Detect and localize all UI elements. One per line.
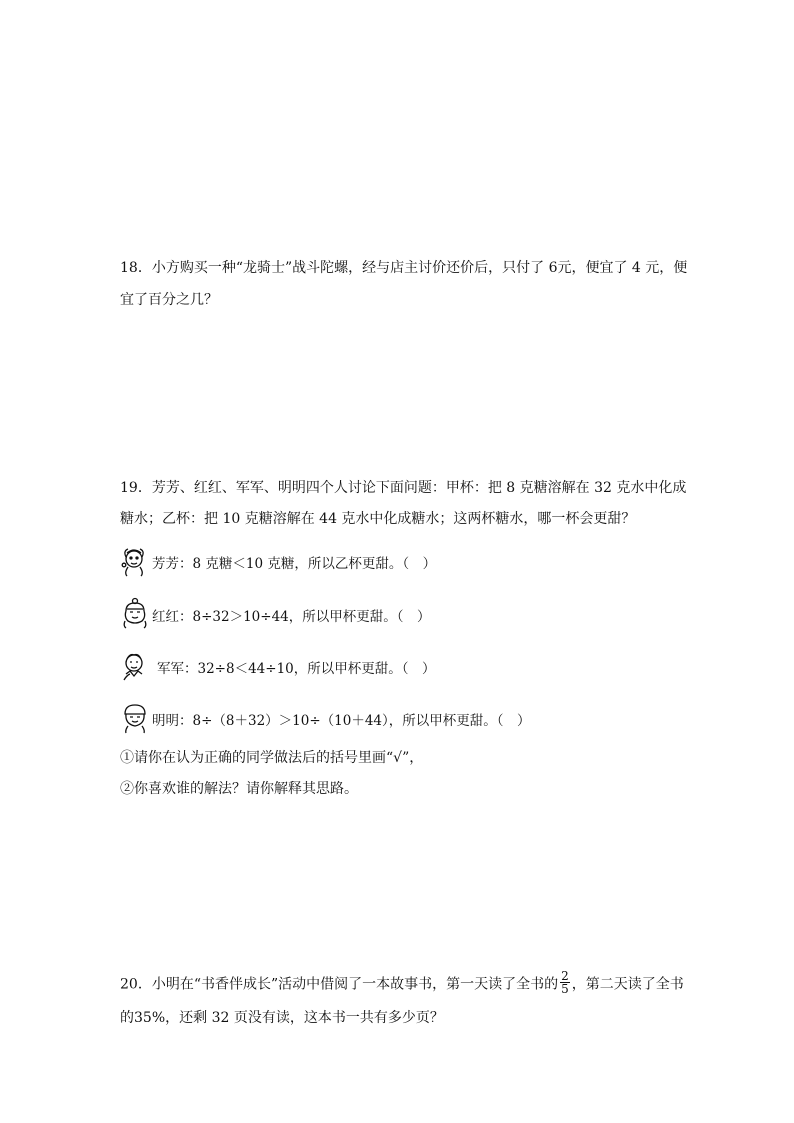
girl-bun-avatar-icon (120, 597, 150, 629)
q19-sub-question-2: ②你喜欢谁的解法？请你解释其思路。 (120, 781, 358, 797)
q19-line-2: 糖水；乙杯：把 10 克糖溶解在 44 克水中化成糖水；这两杯糖水，哪一杯会更甜？ (120, 511, 636, 527)
fraction-numerator: 2 (561, 969, 569, 983)
girl-avatar-icon (120, 545, 150, 577)
q18-line-1: 18．小方购买一种“龙骑士”战斗陀螺，经与店主讨价还价后，只付了 6元，便宜了 4 元，便 (120, 260, 688, 276)
boy-avatar-icon (120, 650, 150, 682)
fraction-two-fifths (560, 970, 570, 995)
q20-line-2: 的35%，还剩 32 页没有读，这本书一共有多少页？ (120, 1010, 444, 1026)
q20-line-1-pre: 20．小明在“书香伴成长”活动中借阅了一本故事书，第一天读了全书的 (120, 976, 559, 993)
q18-line-2: 宜了百分之几？ (120, 292, 218, 308)
q19-line-1: 19．芳芳、红红、军军、明明四个人讨论下面问题：甲杯：把 8 克糖溶解在 32 克水中化成 (120, 480, 687, 496)
q20-line-1-post: ，第二天读了全书 (571, 976, 684, 993)
q20-line-1 (120, 969, 684, 997)
fraction-denominator: 5 (561, 982, 569, 996)
fangfang-response: 芳芳：8 克糖＜10 克糖，所以乙杯更甜。（ ） (152, 556, 437, 572)
honghong-response: 红红：8÷32＞10÷44，所以甲杯更甜。（ ） (152, 609, 431, 625)
boy-cap-avatar-icon (120, 702, 150, 734)
junjun-response: 军军：32÷8＜44÷10，所以甲杯更甜。（ ） (157, 661, 436, 677)
mingming-response: 明明：8÷（8＋32）＞10÷（10＋44），所以甲杯更甜。（ ） (152, 713, 531, 729)
q19-sub-question-1: ①请你在认为正确的同学做法后的括号里画“√”， (120, 750, 424, 766)
